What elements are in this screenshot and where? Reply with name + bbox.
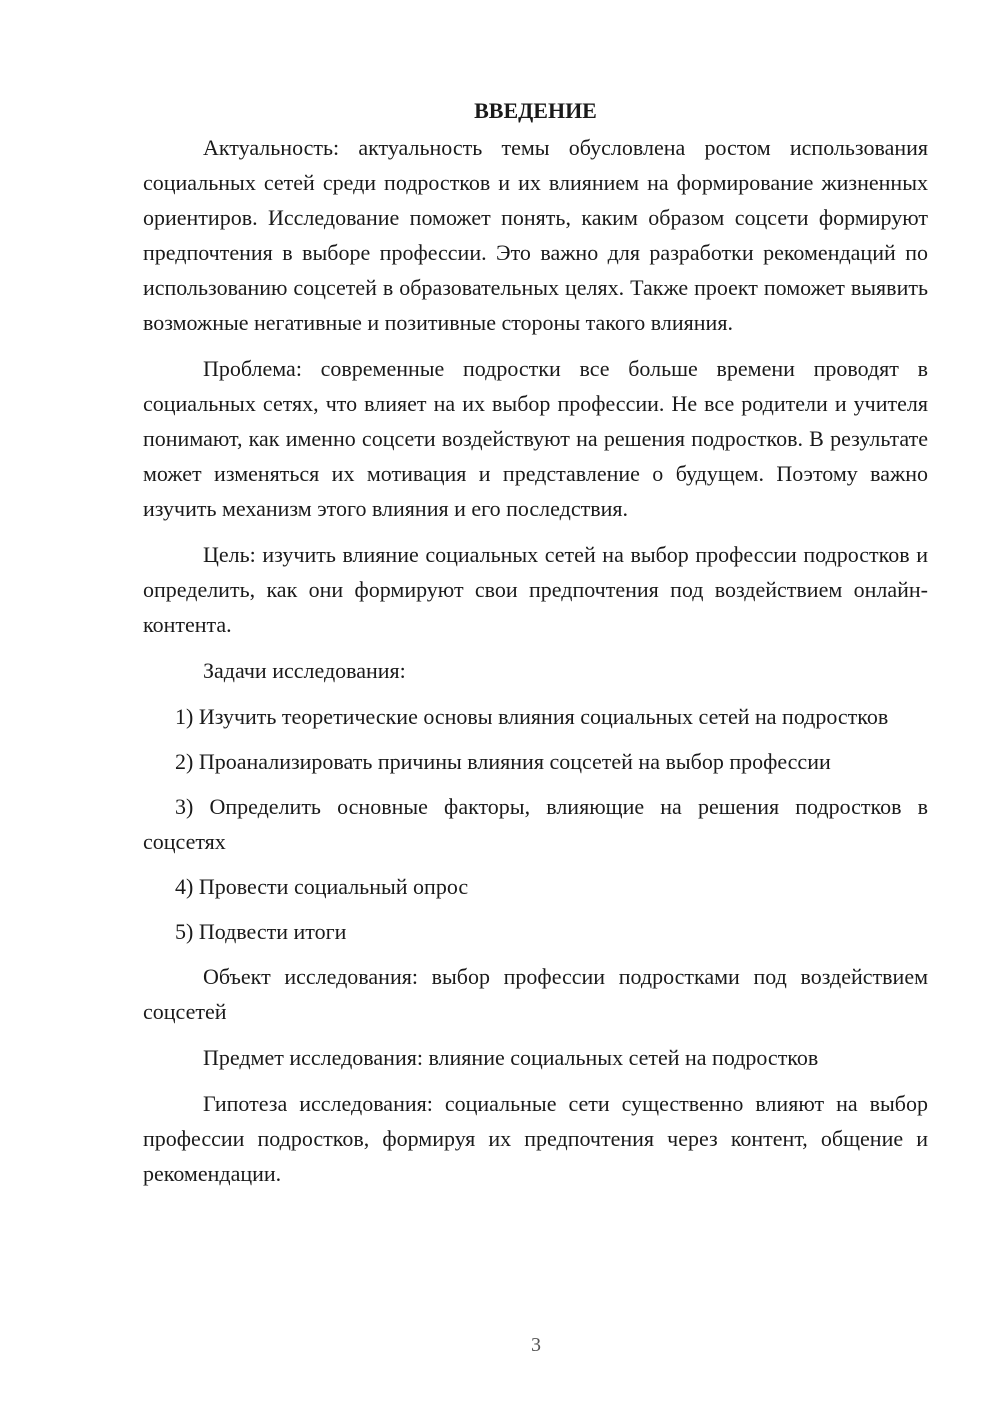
document-page	[143, 96, 928, 1202]
paragraph-subject: Предмет исследования: влияние социальных сетей на подростков	[203, 1045, 819, 1070]
tasks-title: Задачи исследования:	[203, 658, 406, 683]
list-item: 1) Изучить теоретические основы влияния социальных сетей на подростков	[175, 704, 889, 729]
paragraph-object: Объект исследования: выбор профессии подростками под воздействием соцсетей	[143, 964, 928, 1024]
list-item: 5) Подвести итоги	[175, 919, 347, 944]
list-item: 4) Провести социальный опрос	[175, 874, 469, 899]
paragraph-goal: Цель: изучить влияние социальных сетей на выбор профессии подростков и определить, как они формируют свои предпочтения под воздействием онлайн-контента.	[143, 542, 928, 637]
paragraph-hypothesis: Гипотеза исследования: социальные сети существенно влияют на выбор профессии подростков, формируя их предпочтения через контент, общение и рекомендации.	[143, 1091, 928, 1186]
paragraph-relevance: Актуальность: актуальность темы обусловлена ростом использования социальных сетей среди подростков и их влиянием на формирование жизненных ориентиров. Исследование поможет понять, каким образом соцсети формируют предпочтения в выборе профессии. Это важно для разработки рекомендаций по использованию соцсетей в образовательных целях. Также проект поможет выявить возможные негативные и позитивные стороны такого влияния.	[143, 135, 928, 335]
page-title: ВВЕДЕНИЕ	[474, 98, 597, 123]
page-number: 3	[531, 1334, 541, 1356]
paragraph-problem: Проблема: современные подростки все больше времени проводят в социальных сетях, что влияет на их выбор профессии. Не все родители и учителя понимают, как именно соцсети воздействуют на решения подростков. В результате может изменяться их мотивация и представление о будущем. Поэтому важно изучить механизм этого влияния и его последствия.	[143, 356, 928, 521]
list-item: 2) Проанализировать причины влияния соцсетей на выбор профессии	[175, 749, 831, 774]
tasks-list	[143, 699, 928, 949]
list-item: 3) Определить основные факторы, влияющие на решения подростков в соцсетях	[143, 794, 928, 854]
